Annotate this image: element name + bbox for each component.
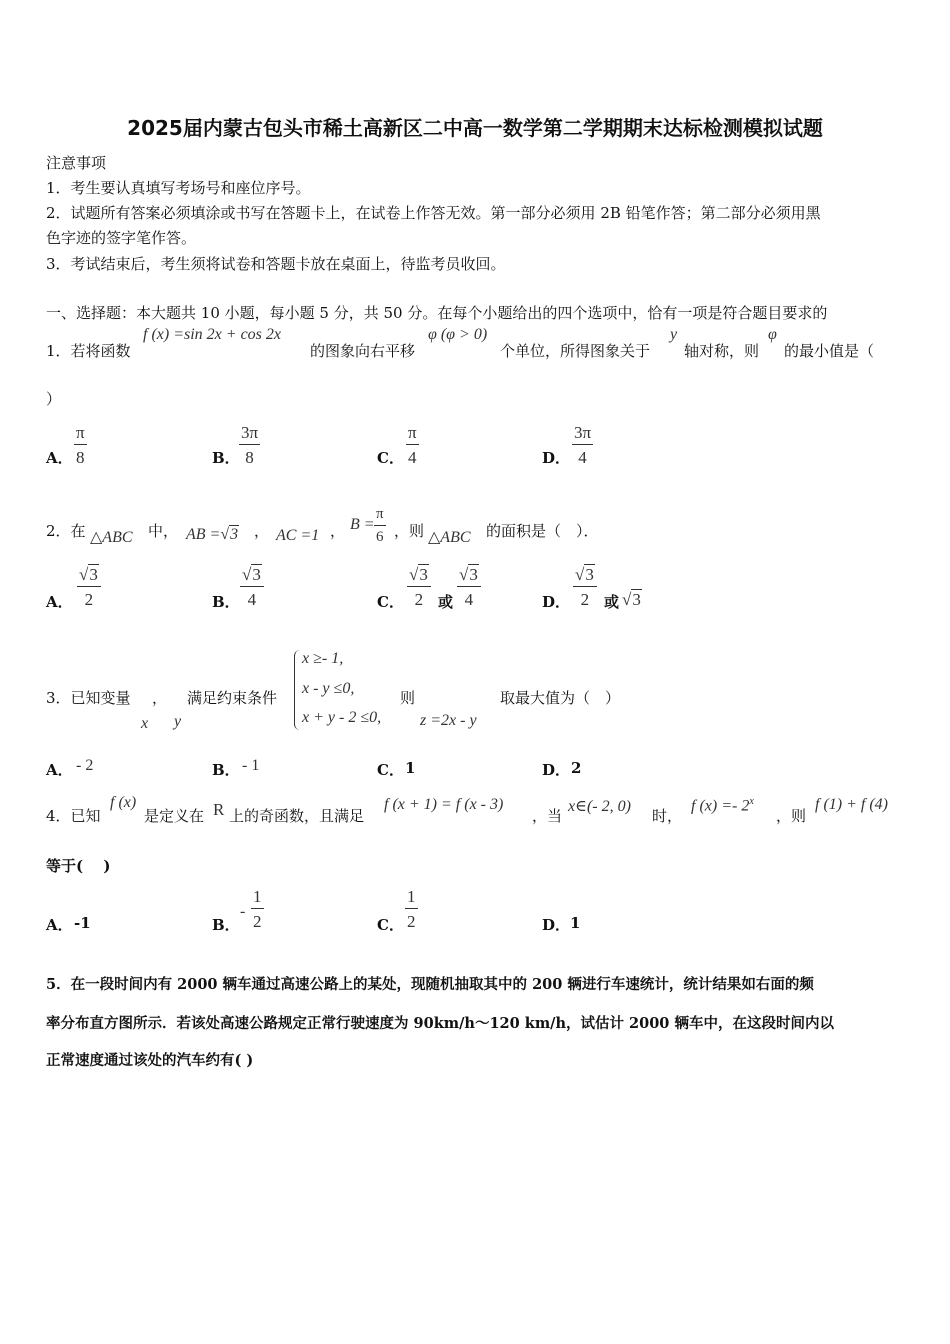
q1-text: 1．若将函数	[46, 342, 131, 360]
option-b-label: B．	[212, 761, 240, 779]
q4-R: R	[213, 800, 225, 819]
notice-item: 3．考试结束后，考生须将试卷和答题卡放在桌面上，待监考员收回。	[46, 255, 506, 273]
q2-b-value: $\frac{\pi}{6}$	[376, 506, 384, 545]
q4-text: 上的奇函数，且满足	[229, 807, 365, 825]
q4-text: ，则	[776, 807, 807, 825]
q4-equation: f (x + 1) = f (x - 3)	[384, 796, 504, 813]
q4-text: 时，	[652, 807, 683, 825]
option-c-label: C．	[377, 449, 404, 467]
q2-text: ，	[330, 522, 346, 540]
constraint-brace	[294, 650, 301, 730]
q4-text: 是定义在	[144, 807, 205, 825]
q5-text: 正常速度通过该处的汽车约有( )	[46, 1052, 254, 1069]
q2-b: B =	[350, 516, 375, 533]
option-d-label: D．	[542, 593, 571, 611]
option-a-label: A．	[46, 916, 73, 934]
q3-constraint: x + y - 2 ≤0,	[302, 709, 382, 726]
q2-ac: AC =1	[276, 527, 320, 544]
option-b-label: B．	[212, 916, 240, 934]
option-c-label: C．	[377, 593, 404, 611]
option-d-label: D．	[542, 916, 571, 934]
q1-text: 轴对称，则	[684, 342, 760, 360]
q4-option-a: -1	[74, 914, 91, 932]
q1-close: ）	[46, 390, 62, 408]
option-a-label: A．	[46, 761, 73, 779]
option-d-label: D．	[542, 761, 571, 779]
option-b-label: B．	[212, 449, 240, 467]
q3-text: 3．已知变量	[46, 689, 131, 707]
q4-domain: x∈(- 2, 0)	[568, 798, 631, 815]
notice-item: 1．考生要认真填写考场号和座位序号。	[46, 179, 311, 197]
q1-option-c: $\frac{\pi}{4}$	[408, 423, 417, 467]
q2-option-d-1: $\frac{√3}{2}$	[573, 566, 597, 608]
q4-option-c: $\frac{1}{2}$	[407, 887, 416, 931]
notice-item: 2．试题所有答案必须填涂或书写在答题卡上，在试卷上作答无效。第一部分必须用 2B 铅笔作答；第二部分必须用黑	[46, 204, 821, 222]
q3-option-d: 2	[571, 759, 582, 777]
q2-text: 2．在	[46, 522, 86, 540]
q5-text: 率分布直方图所示．若该处高速公路规定正常行驶速度为 90km/h～120 km/h，试估计 2000 辆车中，在这段时间内以	[46, 1015, 834, 1032]
option-a-label: A．	[46, 593, 73, 611]
q1-text: 个单位，所得图象关于	[500, 342, 651, 360]
q3-y: y	[174, 713, 182, 730]
q2-ab: AB =√3	[186, 526, 239, 543]
q1-option-a: $\frac{\pi}{8}$	[76, 423, 85, 467]
q1-text: 的图象向右平移	[310, 342, 416, 360]
page-title: 2025届内蒙古包头市稀土高新区二中高一数学第二学期期末达标检测模拟试题	[127, 116, 823, 140]
or-text: 或	[604, 593, 620, 611]
q3-option-c: 1	[405, 759, 416, 777]
q2-text: ，则	[394, 522, 425, 540]
q4-fx: f (x)	[110, 794, 137, 811]
q4-sum: f (1) + f (4)	[815, 796, 888, 813]
q3-objective: z =2x - y	[420, 712, 477, 729]
q2-option-c-2: $\frac{√3}{4}$	[457, 566, 481, 608]
q3-text: 则	[400, 689, 416, 707]
notice-item: 色字迹的签字笔作答。	[46, 229, 197, 247]
q1-phi: φ (φ > 0)	[428, 326, 488, 343]
q2-text: ，	[254, 522, 270, 540]
q4-text: 4．已知	[46, 807, 101, 825]
q2-triangle: △ABC	[428, 529, 471, 546]
q3-text: 取最大值为（ ）	[500, 689, 621, 707]
option-c-label: C．	[377, 916, 404, 934]
q3-text: 满足约束条件	[187, 689, 278, 707]
q4-option-b: $\frac{1}{2}$	[253, 887, 262, 931]
q3-constraint: x - y ≤0,	[302, 680, 355, 697]
q3-constraint: x ≥- 1,	[302, 650, 344, 667]
q1-phi: φ	[768, 326, 777, 343]
q4-option-b-sign: -	[240, 903, 246, 920]
q1-option-d: $\frac{3\pi}{4}$	[574, 423, 592, 467]
q3-option-b: - 1	[242, 757, 260, 774]
option-d-label: D．	[542, 449, 571, 467]
notice-heading: 注意事项	[46, 154, 107, 172]
q1-text: 的最小值是（	[784, 342, 875, 360]
option-c-label: C．	[377, 761, 404, 779]
q2-option-b: $\frac{√3}{4}$	[240, 566, 264, 608]
option-b-label: B．	[212, 593, 240, 611]
section-heading: 一、选择题：本大题共 10 小题，每小题 5 分，共 50 分。在每个小题给出的四个选项中，恰有一项是符合题目要求的	[46, 304, 828, 322]
q5-text: 5．在一段时间内有 2000 辆车通过高速公路上的某处，现随机抽取其中的 200 辆进行车速统计，统计结果如右面的频	[46, 976, 814, 993]
q4-text: ，当	[532, 807, 563, 825]
q1-option-b: $\frac{3\pi}{8}$	[241, 423, 259, 467]
q2-text: 的面积是（ ）．	[486, 522, 599, 540]
q2-text: 中，	[148, 522, 179, 540]
option-a-label: A．	[46, 449, 73, 467]
q2-triangle: △ABC	[90, 529, 133, 546]
q2-option-d-2: √3	[622, 590, 641, 609]
or-text: 或	[438, 593, 454, 611]
q4-text: 等于( )	[46, 857, 111, 875]
q3-x: x	[141, 715, 149, 732]
q2-option-a: $\frac{√3}{2}$	[77, 566, 101, 608]
q3-text: ，	[152, 689, 168, 707]
q2-option-c-1: $\frac{√3}{2}$	[407, 566, 431, 608]
q1-y: y	[670, 326, 678, 343]
q4-option-d: 1	[570, 914, 581, 932]
q4-fx-def: f (x) =- 2$^x$	[691, 796, 754, 815]
q3-option-a: - 2	[76, 757, 94, 774]
q1-function: f (x) =sin 2x + cos 2x	[143, 326, 281, 343]
